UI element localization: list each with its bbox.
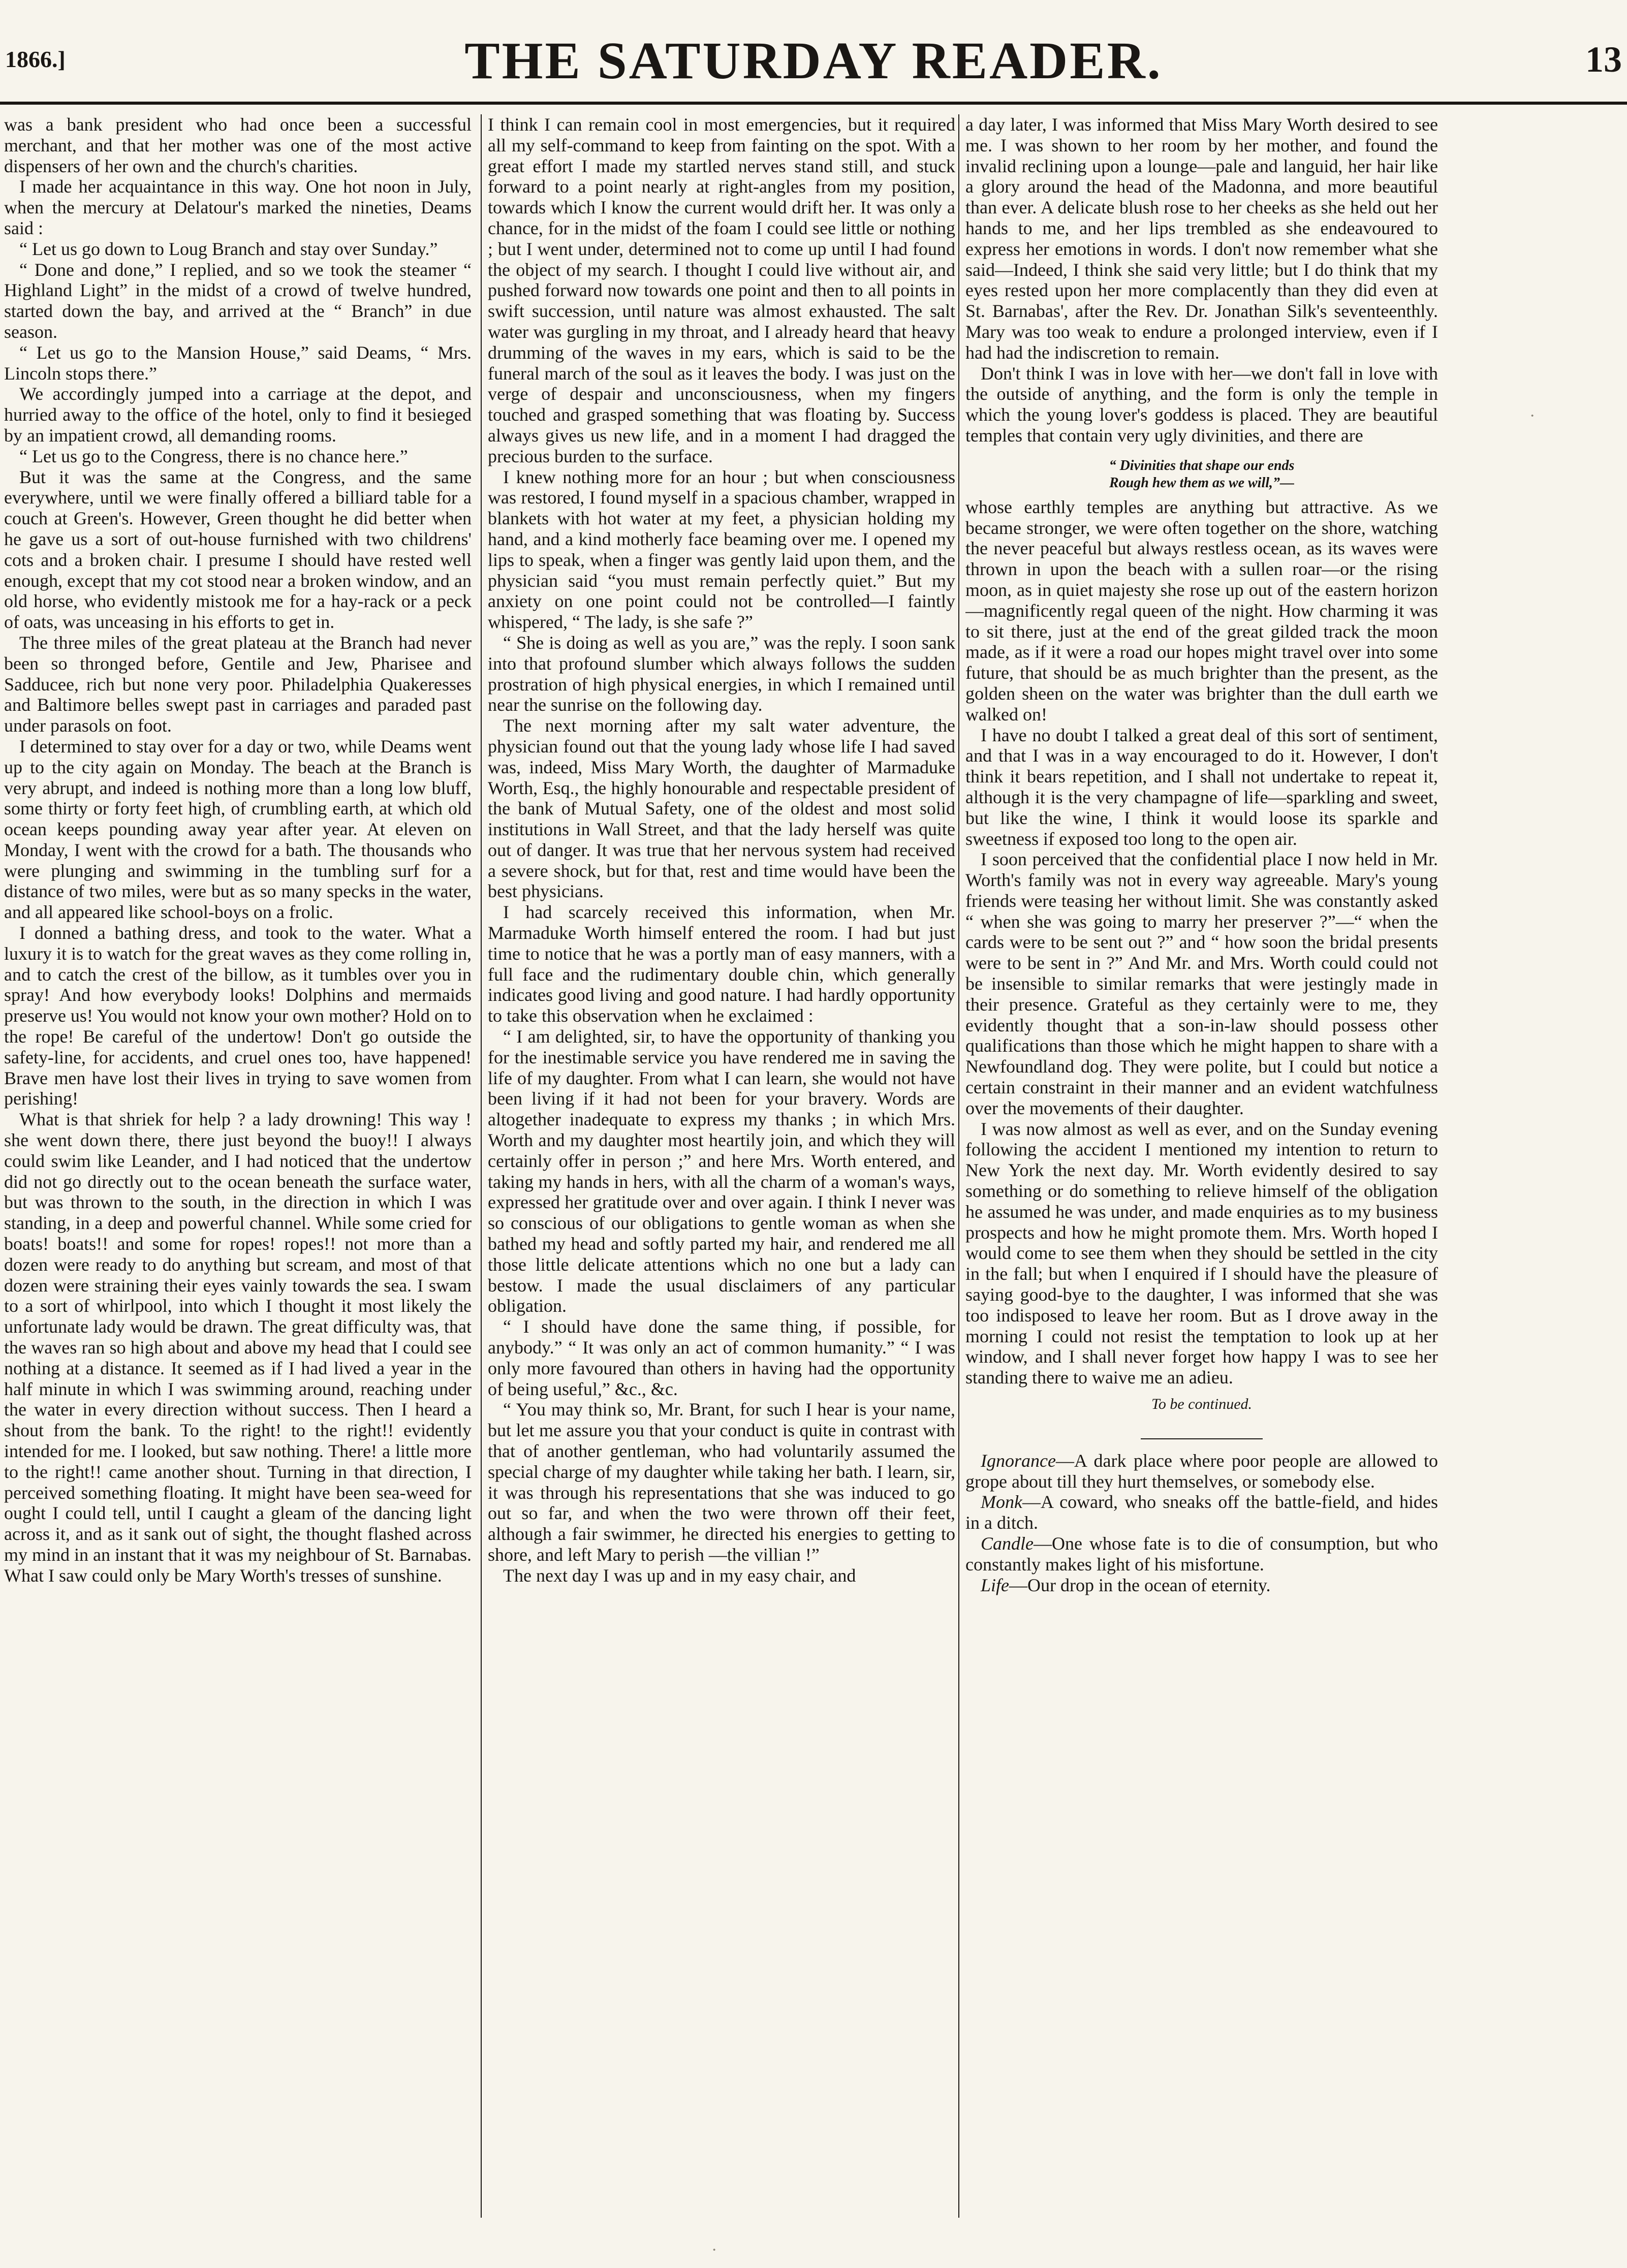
paragraph: whose earthly temples are anything but attractive. As we became stronger, we were often together on the shore, watching the never peaceful but always restless ocean, as its waves were thrown in upon the beach with a sullen roar—or the rising moon, as in quiet majesty she rose up out of the eastern horizon—magnificently regal queen of the night. How charming it was to sit there, just at the end of the great gilded track the moon made, as if it were a road our hopes might travel over into some future, that should be as much brighter than the present, as the golden sheen on the water was brighter than the dull earth we walked on! [965,496,1438,724]
column-3 [965,114,1438,2208]
paragraph: “ Let us go to the Mansion House,” said Deams, “ Mrs. Lincoln stops there.” [4,342,472,384]
paragraph: “ Done and done,” I replied, and so we took the steamer “ Highland Light” in the midst of a crowd of twelve hundred, started down the bay, and arrived at the “ Branch” in due season. [4,259,472,342]
column-divider-2 [958,114,959,2218]
paragraph: What is that shriek for help ? a lady drowning! This way ! she went down there, there just beyond the buoy!! I always could swim like Leander, and I had noticed that the undertow did not go directly out to the ocean beneath the surface water, but was thrown to the south, in the direction in which I was standing, in a deep and powerful channel. While some cried for boats! boats!! and some for ropes! ropes!! not more than a dozen were ready to do anything but scream, and most of that dozen were straining their eyes vainly towards the sea. I swam to a sort of whirlpool, into which I thought it most likely the unfortunate lady would be drawn. The great difficulty was, that the waves ran so high about and above my head that I could see nothing at a distance. It seemed as if I had lived a year in the half minute in which I was swimming around, reaching under the water in every direction without success. Then I heard a shout from the bank. To the right! to the right!! evidently intended for me. I looked, but saw nothing. There! a little more to the right!! came another shout. Turning in that direction, I perceived something floating. It might have been sea-weed for ought I could tell, until I caught a gleam of the dancing light across it, and as it sank out of sight, the thought flashed across my mind in an instant that it was my neighbour of St. Barnabas. What I saw could only be Mary Worth's tresses of sunshine. [4,1109,472,1586]
paragraph: I have no doubt I talked a great deal of this sort of sentiment, and that I was in a way encouraged to do it. However, I don't think it bears repetition, and I shall not undertake to repeat it, although it is the very champagne of life—sparkling and sweet, but like the wine, I think it would loose its sparkle and sweetness if exposed too long to the open air. [965,724,1438,849]
paragraph: “ Let us go down to Loug Branch and stay over Sunday.” [19,238,438,259]
page-number: 13 [1585,39,1622,80]
paragraph: I think I can remain cool in most emergencies, but it required all my self-command to keep from fainting on the spot. With a great effort I made my startled nerves stand still, and stuck forward to a point nearly at right-angles from my position, towards which I know the current would drift her. It was only a chance, for in the midst of the foam I could see little or nothing ; but I went under, determined not to come up until I had found the object of my search. I thought I could live without air, and pushed forward now towards one point and then to all points in swift succession, until nature was almost exhausted. The salt water was gurgling in my throat, and I already heard that heavy drumming of the waves in my ears, which is said to be the funeral march of the soul as it leaves the body. I was just on the verge of despair and unconsciousness, when my fingers touched and grasped something that was floating by. Success always gives us new life, and in a moment I had dragged the precious burden to the surface. [488,114,955,466]
section-divider [1141,1438,1263,1439]
paragraph: I soon perceived that the confidential place I now held in Mr. Worth's family was not in every way agreeable. Mary's young friends were teasing her without limit. She was constantly asked “ when she was going to marry her preserver ?”—“ when the cards were to be sent out ?” and “ how soon the bridal presents were to be sent in ?” And Mr. and Mrs. Worth could could not be insensible to similar remarks that were jestingly made in their presence. Grateful as they certainly were to me, they evidently thought that a son-in-law should possess other qualifications than those which he might happen to share with a Newfoundland dog. They were polite, but I could but notice a certain constraint in their manner and an evident watchfulness over the movements of their daughter. [965,849,1438,1118]
paper-speck: · [1529,406,1536,425]
masthead-rule [0,102,1627,105]
paper-speck: · [711,2241,717,2259]
quote-line: Rough hew them as we will,”— [1109,475,1295,491]
paragraph: I knew nothing more for an hour ; but when consciousness was restored, I found myself in a spacious chamber, wrapped in blankets with hot water at my feet, a physician holding my hand, and a kind motherly face beaming over me. I opened my lips to speak, when a finger was gently laid upon them, and the physician said “you must remain perfectly quiet.” But my anxiety on one point could not be controlled—I faintly whispered, “ The lady, is she safe ?” [488,466,955,633]
column-1 [4,114,472,2208]
quote-line: “ Divinities that shape our ends [1109,457,1295,474]
publication-title: THE SATURDAY READER. [464,32,1163,90]
definition-candle: Candle—One whose fate is to die of consumption, but who constantly makes light of his misfortune. [965,1533,1438,1574]
paragraph: But it was the same at the Congress, and the same everywhere, until we were finally offered a billiard table for a couch at Green's. However, Green thought he did better when he gave us a sort of out-house furnished with two childrens' cots and a broken chair. I presume I should have rested well enough, except that my cot stood near a broken window, and an old horse, who evidently mistook me for a hay-rack or a peck of oats, was unceasing in his efforts to get in. [4,466,472,633]
column-divider-1 [481,114,482,2218]
definition-life: Life—Our drop in the ocean of eternity. [981,1574,1271,1595]
paragraph: The next day I was up and in my easy chair, and [503,1565,856,1586]
paragraph: I was now almost as well as ever, and on the Sunday evening following the accident I mentioned my intention to return to New York the next day. Mr. Worth evidently desired to say something or do something to relieve himself of the obligation he assumed he was under, and made enquiries as to my business prospects and how he might promote them. Mrs. Worth hoped I would come to see them when they should be settled in the city in the fall; but when I enquired if I should have the pleasure of saying good-bye to the daughter, I was informed that she was too indisposed to leave her room. But as I drove away in the morning I could not resist the temptation to look up at her window, and I shall never forget how happy I was to see her standing there to waive me an adieu. [965,1118,1438,1388]
paragraph: I had scarcely received this information, when Mr. Marmaduke Worth himself entered the room. I had but just time to notice that he was a portly man of easy manners, with a full face and the rudimentary double chin, which generally indicates good living and good nature. I had hardly opportunity to take this observation when he exclaimed : [488,902,955,1026]
masthead [5,30,1622,107]
column-2 [488,114,955,2208]
definition-ignorance: Ignorance—A dark place where poor people are allowed to grope about till they hurt themselves, or somebody else. [965,1450,1438,1492]
paragraph: We accordingly jumped into a carriage at the depot, and hurried away to the office of the hotel, only to find it besieged by an impatient crowd, all demanding rooms. [4,384,472,446]
paragraph: “ You may think so, Mr. Brant, for such I hear is your name, but let me assure you that your conduct is quite in contrast with that of another gentleman, who had voluntarily assumed the special charge of my daughter while taking her bath. I learn, sir, it was through his representations that she was induced to go out so far, and when the two were thrown off their feet, although a fair swimmer, he directed his energies to getting to shore, and left Mary to perish —the villian !” [488,1399,955,1565]
paragraph: I determined to stay over for a day or two, while Deams went up to the city again on Monday. The beach at the Branch is very abrupt, and indeed is nothing more than a long low bluff, some thirty or forty feet high, of crumbling earth, at which old ocean keeps pounding away year after year. At eleven on Monday, I went with the crowd for a bath. The thousands who were plunging and swimming in the tumbling surf for a distance of two miles, were but as so many specks in the water, and all appeared like school-boys on a frolic. [4,736,472,923]
paragraph: Don't think I was in love with her—we don't fall in love with the outside of anything, and the form is only the temple in which the young lover's goddess is placed. They are beautiful temples that contain very ugly divinities, and there are [965,363,1438,446]
paragraph: “ Let us go to the Congress, there is no chance here.” [19,446,408,466]
paragraph: The three miles of the great plateau at the Branch had never been so thronged before, Gentile and Jew, Pharisee and Sadducee, rich but none very poor. Philadelphia Quakeresses and Baltimore belles swept past in carriages and paraded past under parasols on foot. [4,632,472,736]
paragraph: “ She is doing as well as you are,” was the reply. I soon sank into that profound slumber which always follows the sudden prostration of high physical energies, in which I remained until near the sunrise on the following day. [488,632,955,715]
paragraph: a day later, I was informed that Miss Mary Worth desired to see me. I was shown to her room by her mother, and found the invalid reclining upon a lounge—pale and languid, her hair like a glory around the head of the Madonna, and more beautiful than ever. A delicate blush rose to her cheeks as she held out her hands to me, and her lips trembled as she endeavoured to express her emotions in words. I don't now remember what she said—Indeed, I think she said very little; but I do think that my eyes rested upon her more complacently than they did even at St. Barnabas', after the Rev. Dr. Jonathan Silk's seventeenthly. Mary was too weak to endure a prolonged interview, even if I had had the indiscretion to remain. [965,114,1438,363]
paragraph: was a bank president who had once been a successful merchant, and that her mother was one of the most active dispensers of her own and the church's charities. [4,114,472,176]
definition-monk: Monk—A coward, who sneaks off the battle-field, and hides in a ditch. [965,1492,1438,1533]
paragraph: I made her acquaintance in this way. One hot noon in July, when the mercury at Delatour's marked the nineties, Deams said : [4,176,472,238]
paragraph: “ I should have done the same thing, if possible, for anybody.” “ It was only an act of common humanity.” “ I was only more favoured than others in having had the opportunity of being useful,” &c., &c. [488,1316,955,1399]
verse-quote [965,457,1438,492]
paragraph: The next morning after my salt water adventure, the physician found out that the young lady whose life I had saved was, indeed, Miss Mary Worth, the daughter of Marmaduke Worth, Esq., the highly honourable and respectable president of the bank of Mutual Safety, one of the oldest and most solid institutions in Wall Street, and that the lady herself was quite out of danger. It was true that her nervous system had received a severe shock, but for that, rest and time would have been the best physicians. [488,715,955,902]
issue-year: 1866.] [5,46,66,72]
paragraph: I donned a bathing dress, and took to the water. What a luxury it is to watch for the great waves as they come rolling in, and to catch the crest of the billow, as it tumbles over you in spray! And how everybody looks! Dolphins and mermaids preserve us! You would not know your own mother? Hold on to the rope! Be careful of the undertow! Don't go outside the safety-line, for accidents, and cruel ones too, have happened! Brave men have lost their lives in trying to save women from perishing! [4,923,472,1109]
paragraph: “ I am delighted, sir, to have the opportunity of thanking you for the inestimable service you have rendered me in saving the life of my daughter. From what I can learn, she would not have been living if it had not been for your bravery. Words are altogether inadequate to express my thanks ; in which Mrs. Worth and my daughter most heartily join, and which they will certainly offer in person ;” and here Mrs. Worth entered, and taking my hands in hers, with all the charm of a woman's ways, expressed her gratitude over and over again. I think I never was so conscious of our obligations to gentle woman as when she bathed my head and softly parted my hair, and rendered me all those little delicate attentions which no one but a lady can bestow. I made the usual disclaimers of any particular obligation. [488,1026,955,1316]
to-be-continued: To be continued. [1151,1396,1253,1413]
